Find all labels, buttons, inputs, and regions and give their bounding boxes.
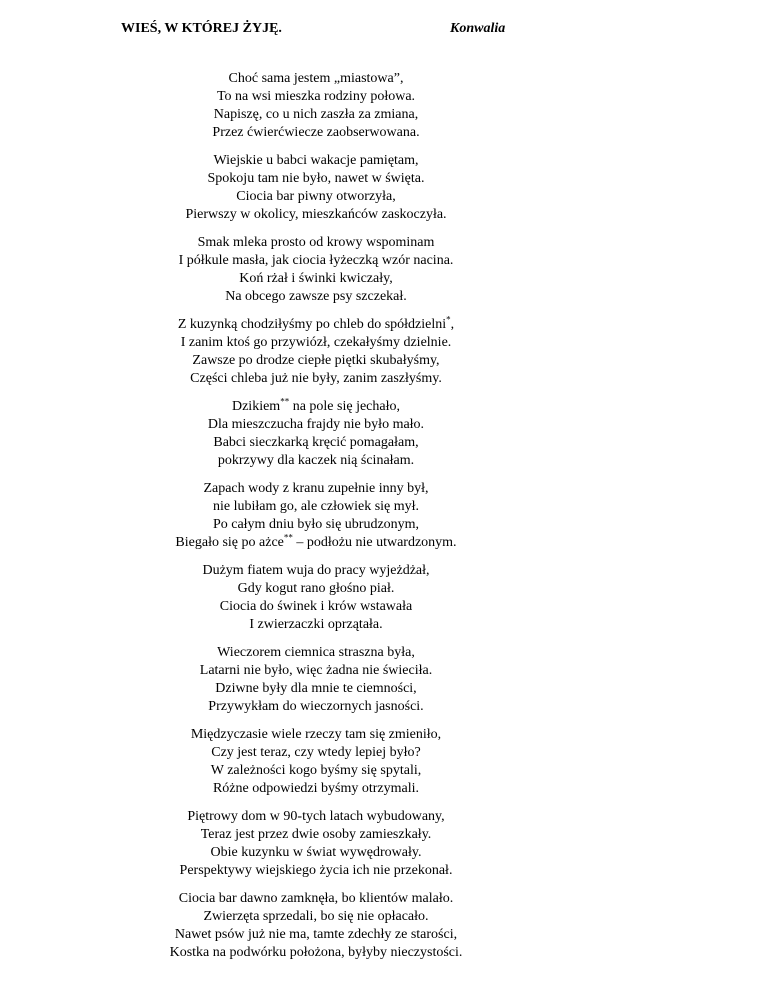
poem-line <box>100 534 532 552</box>
poem-line-text: Smak mleka prosto od krowy wspominam <box>197 235 435 250</box>
poem-line-text: Zwierzęta sprzedali, bo się nie opłacało. <box>203 909 429 924</box>
poem-line-text: Pierwszy w okolicy, mieszkańców zaskoczyła. <box>185 207 447 222</box>
footnote-marker: ** <box>280 396 290 407</box>
poem-line-text: Gdy kogut rano głośno piał. <box>237 581 395 596</box>
poem-line-text: Piętrowy dom w 90-tych latach wybudowany, <box>187 809 445 824</box>
poem-line-text: Dzikiem <box>231 399 281 414</box>
poem-line-text: Międzyczasie wiele rzeczy tam się zmieniło, <box>190 727 442 742</box>
stanza <box>100 808 532 880</box>
poem-line <box>100 580 532 598</box>
stanza <box>100 316 532 388</box>
poem-line <box>100 516 532 534</box>
poem-line <box>100 944 532 962</box>
poem-line <box>100 452 532 470</box>
poem-line-text: Dla mieszczucha frajdy nie było mało. <box>207 417 425 432</box>
poem-line <box>100 926 532 944</box>
poem-line-text: Przywykłam do wieczornych jasności. <box>208 699 424 714</box>
poem-line-text: pokrzywy dla kaczek nią ścinałam. <box>217 453 415 468</box>
poem-line <box>100 370 532 388</box>
poem-line <box>100 252 532 270</box>
stanza <box>100 70 532 142</box>
poem-line-text: Napiszę, co u nich zaszła za zmiana, <box>213 107 419 122</box>
poem-line <box>100 562 532 580</box>
stanza <box>100 890 532 962</box>
poem-line-text: Biegało się po ażce <box>175 535 284 550</box>
poem-line-text: Różne odpowiedzi byśmy otrzymali. <box>212 781 420 796</box>
poem-title: WIEŚ, W KTÓREJ ŻYJĘ. <box>121 21 282 36</box>
poem-line <box>100 726 532 744</box>
poem-line <box>100 616 532 634</box>
stanza <box>100 480 532 552</box>
poem-line-text: Babci sieczkarką kręcić pomagałam, <box>213 435 419 450</box>
poem-line <box>100 480 532 498</box>
stanza <box>100 234 532 306</box>
poem-line <box>100 698 532 716</box>
poem-line <box>100 234 532 252</box>
poem-line-text: I zwierzaczki oprzątała. <box>249 617 383 632</box>
poem-line <box>100 862 532 880</box>
poem-line-text: Zawsze po drodze ciepłe piętki skubałyśmy, <box>192 353 440 368</box>
footnote-marker: ** <box>283 532 293 543</box>
poem-line <box>100 644 532 662</box>
poem-line-text: na pole się jechało, <box>289 399 400 414</box>
poem-line-text: Wieczorem ciemnica straszna była, <box>217 645 415 660</box>
poem-line-text: Części chleba już nie były, zanim zaszłyśmy. <box>190 371 442 386</box>
poem-line <box>100 826 532 844</box>
poem-line-text: W zależności kogo byśmy się spytali, <box>210 763 422 778</box>
poem-line-text: Koń rżał i świnki kwiczały, <box>239 271 393 286</box>
poem-line-text: Nawet psów już nie ma, tamte zdechły ze starości, <box>174 927 458 942</box>
poem-line <box>100 762 532 780</box>
stanza <box>100 152 532 224</box>
stanza <box>100 562 532 634</box>
poem-line-text: Ciocia do świnek i krów wstawała <box>219 599 413 614</box>
poem-line <box>100 662 532 680</box>
poem-line-text: To na wsi mieszka rodziny połowa. <box>216 89 416 104</box>
poem-line <box>100 270 532 288</box>
stanza <box>100 726 532 798</box>
poem-author: Konwalia <box>450 21 506 36</box>
poem-line <box>100 288 532 306</box>
poem-line-text: Teraz jest przez dwie osoby zamieszkały. <box>200 827 432 842</box>
poem-line-text: Przez ćwierćwiecze zaobserwowana. <box>212 125 420 140</box>
poem-line <box>100 88 532 106</box>
poem-line-text: Ciocia bar dawno zamknęła, bo klientów malało. <box>178 891 454 906</box>
poem-line <box>100 844 532 862</box>
poem-line-text: Obie kuzynku w świat wywędrowały. <box>210 845 422 860</box>
poem-line <box>100 908 532 926</box>
poem-line-text: Latarni nie było, więc żadna nie świeciła. <box>199 663 433 678</box>
poem-line-text: Dużym fiatem wuja do pracy wyjeżdżał, <box>202 563 430 578</box>
poem-line <box>100 680 532 698</box>
poem-line <box>100 334 532 352</box>
poem-line <box>100 498 532 516</box>
poem-line-text: I zanim ktoś go przywiózł, czekałyśmy dzielnie. <box>180 335 452 350</box>
poem-line <box>100 206 532 224</box>
poem-line <box>100 170 532 188</box>
stanza <box>100 644 532 716</box>
poem-line <box>100 890 532 908</box>
poem-line <box>100 106 532 124</box>
poem-line <box>100 780 532 798</box>
poem-line-text: Kostka na podwórku położona, byłyby nieczystości. <box>169 945 463 960</box>
poem-line <box>100 70 532 88</box>
poem-line <box>100 398 532 416</box>
poem-line <box>100 124 532 142</box>
poem-line-text: I półkule masła, jak ciocia łyżeczką wzór nacina. <box>178 253 454 268</box>
poem-line-text: Dziwne były dla mnie te ciemności, <box>215 681 417 696</box>
poem-line <box>100 434 532 452</box>
poem-body <box>100 70 532 972</box>
poem-line <box>100 598 532 616</box>
poem-line-text: Spokoju tam nie było, nawet w święta. <box>207 171 425 186</box>
poem-line-text: Na obcego zawsze psy szczekał. <box>225 289 407 304</box>
poem-line <box>100 744 532 762</box>
poem-line-text: Wiejskie u babci wakacje pamiętam, <box>213 153 419 168</box>
poem-line-text: Czy jest teraz, czy wtedy lepiej było? <box>211 745 421 760</box>
poem-line-text: , <box>450 317 455 332</box>
poem-line-text: Zapach wody z kranu zupełnie inny był, <box>203 481 429 496</box>
poem-line <box>100 152 532 170</box>
poem-line-text: Po całym dniu było się ubrudzonym, <box>212 517 420 532</box>
poem-line <box>100 188 532 206</box>
poem-line <box>100 808 532 826</box>
poem-line-text: Perspektywy wiejskiego życia ich nie przekonał. <box>179 863 453 878</box>
poem-line <box>100 416 532 434</box>
poem-line <box>100 352 532 370</box>
poem-line-text: Z kuzynką chodziłyśmy po chleb do spółdzielni <box>177 317 447 332</box>
poem-line-text: Ciocia bar piwny otworzyła, <box>236 189 396 204</box>
poem-line-text: nie lubiłam go, ale człowiek się mył. <box>212 499 420 514</box>
footnote-marker: * <box>446 314 451 325</box>
poem-line-text: Choć sama jestem „miastowa”, <box>228 71 404 86</box>
stanza <box>100 398 532 470</box>
poem-line-text: – podłożu nie utwardzonym. <box>292 535 457 550</box>
poem-line <box>100 316 532 334</box>
